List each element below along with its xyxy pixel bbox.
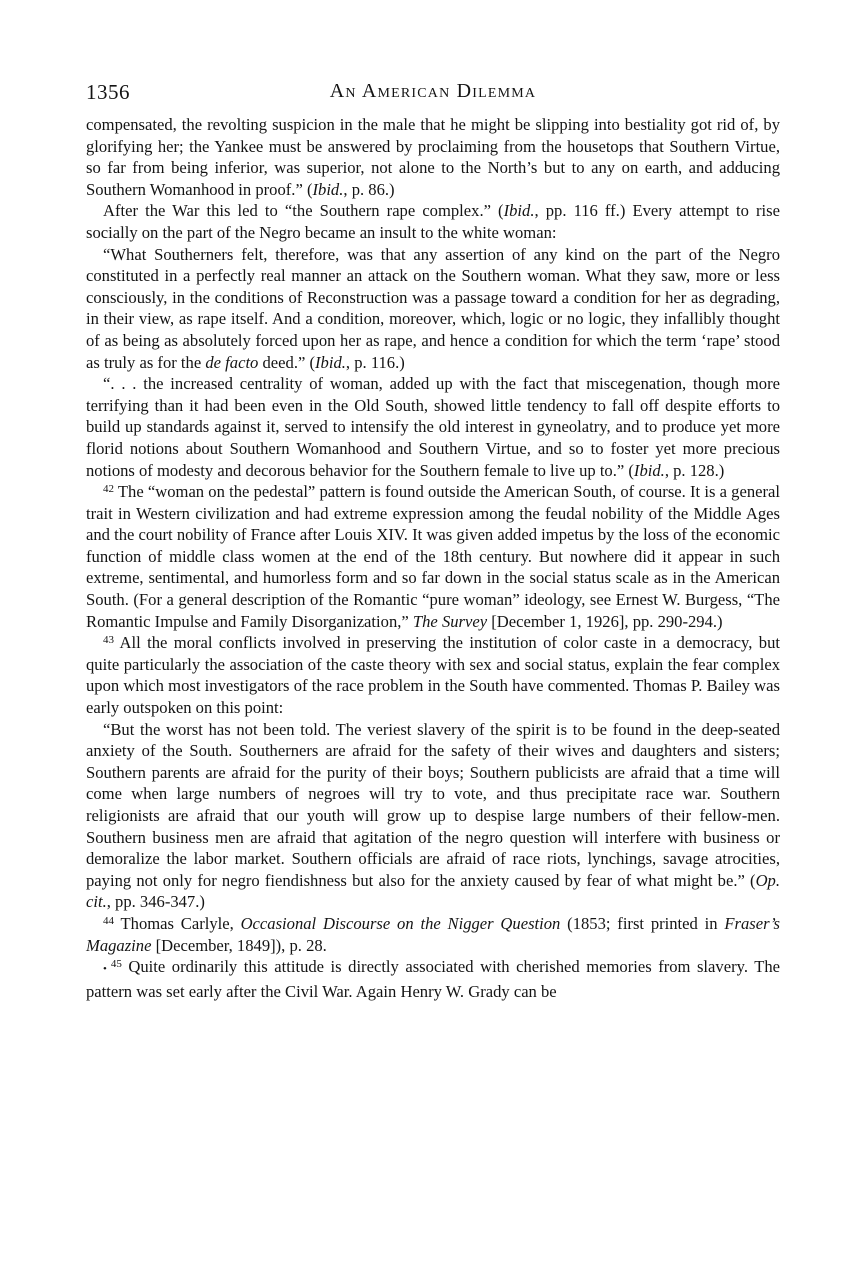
italic-text: The Survey — [412, 611, 488, 631]
text-segment: After the War this led to “the Southern rape complex.” ( — [103, 201, 504, 221]
text-segment: Thomas Carlyle, — [114, 913, 241, 933]
text-segment: , pp. 116 ff.) Every attempt to rise socially on the part of the Negro became an insult to the white woman: — [86, 201, 780, 242]
italic-text: Occasional Discourse on the Nigger Question — [240, 913, 561, 933]
footnote-number: 42 — [103, 483, 114, 496]
running-head — [86, 80, 780, 110]
text-segment: , pp. 346-347.) — [106, 892, 205, 912]
text-segment: , p. 116.) — [345, 352, 405, 372]
paragraph — [86, 956, 780, 1002]
italic-text: Ibid. — [315, 352, 346, 372]
paragraph — [86, 244, 780, 374]
italic-text: Fraser’s Magazine — [86, 913, 780, 955]
text-segment: deed.” ( — [258, 352, 316, 372]
paragraph — [86, 200, 780, 243]
italic-text: de facto — [205, 352, 259, 372]
text-segment: Quite ordinarily this attitude is directly associated with cherished memories from slavery. The pattern was set early after the Civil War. Again Henry W. Grady can be — [86, 957, 780, 1001]
text-segment: “. . . the increased centrality of woman, added up with the fact that miscegenation, though more terrifying than it had been even in the Old South, showed little tendency to fall off despite efforts to build up standards against it, served to intensify the old interest in gyneolatry, and to produce yet more florid notions about Southern Womanhood and Southern Virtue, and so to foster yet more precious notions of modesty and decorous behavior for the Southern female to live up to.” ( — [86, 374, 780, 480]
italic-text: Ibid. — [503, 201, 535, 221]
page-number: 1356 — [86, 80, 130, 104]
paragraph — [86, 481, 780, 632]
paragraph — [86, 719, 780, 913]
margin-mark: • — [103, 963, 107, 976]
text-segment: , p. 128.) — [664, 460, 725, 480]
italic-text: Ibid. — [312, 179, 344, 199]
text-segment: [December, 1849]), p. 28. — [151, 935, 327, 955]
text-segment: , p. 86.) — [343, 179, 395, 199]
running-title: An American Dilemma — [329, 80, 537, 102]
text-segment: All the moral conflicts involved in preserving the institution of color caste in a democracy, but quite particularly the association of the caste theory with sex and social status, explain the fear complex upon which most investigators of the race problem in the South have commented. Thomas P. Bailey was early outspoken on this point: — [86, 633, 780, 718]
footnote-number: 43 — [103, 634, 114, 647]
paragraph — [86, 114, 780, 200]
paragraph — [86, 632, 780, 718]
text-segment: The “woman on the pedestal” pattern is found outside the American South, of course. It is a general trait in Western civilization and had extreme expression among the feudal nobility of the Middle Ages and the court nobility of France after Louis XIV. It was given added impetus by the loss of the economic function of middle class women at the end of the 18th century. But nowhere did it appear in such extreme, sentimental, and humorless form and so far down in the social status scale as in the American South. (For a general description of the Romantic “pure woman” ideology, see Ernest W. Burgess, “The Romantic Impulse and Family Disorganization,” — [86, 482, 780, 631]
body-text — [86, 114, 780, 1002]
text-segment: [December 1, 1926], pp. 290-294.) — [487, 611, 723, 631]
footnote-number: 44 — [103, 914, 114, 927]
italic-text: Op. cit. — [86, 870, 780, 912]
text-segment: “What Southerners felt, therefore, was that any assertion of any kind on the part of the Negro constituted in a perfectly real manner an attack on the Southern woman. What they saw, more or less consciously, in the conditions of Reconstruction was a passage toward a condition for her as degrading, in their view, as rape itself. And a condition, moreover, which, logic or no logic, they infallibly thought of as being as absolutely forced upon her as rape, and hence a condition for which the term ‘rape’ stood as truly as for the — [86, 244, 780, 372]
text-segment: compensated, the revolting suspicion in the male that he might be slipping into bestiality got rid of, by glorifying her; the Yankee must be answered by proclaiming from the housetops that Southern Virtue, so far from being inferior, was superior, not alone to the North’s but to any on earth, and adducing Southern Womanhood in proof.” ( — [86, 115, 780, 199]
footnote-number: 45 — [110, 958, 122, 971]
text-segment: “But the worst has not been told. The veriest slavery of the spirit is to be found in the deep-seated anxiety of the South. Southerners are afraid for the safety of their wives and daughters and sisters; Southern parents are afraid for the purity of their boys; Southern publicists are afraid that a time will come when large numbers of negroes will try to vote, and thus precipitate race war. Southern religionists are afraid that our youth will grow up to despise large numbers of their fellow-men. Southern business men are afraid that agitation of the negro question will interfere with business or demoralize the labor market. Southern officials are afraid of race riots, lynchings, savage atrocities, paying not only for negro fiendishness but also for the anxiety caused by fear of what might be.” ( — [86, 719, 780, 890]
paragraph — [86, 913, 780, 956]
text-segment: (1853; first printed in — [560, 913, 725, 933]
italic-text: Ibid. — [633, 460, 665, 480]
paragraph — [86, 373, 780, 481]
book-page — [86, 80, 780, 1002]
